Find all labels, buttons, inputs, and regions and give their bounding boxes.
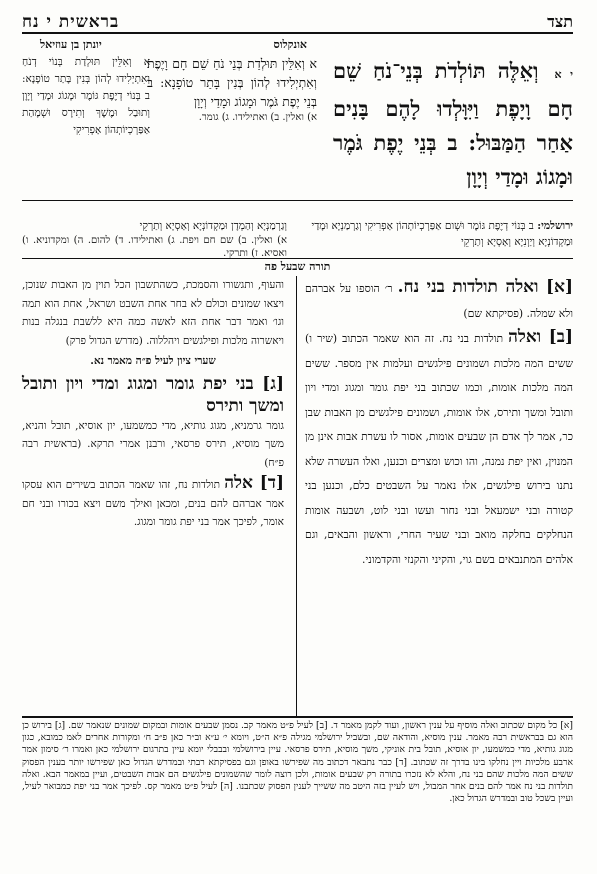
- yonatan-notes: א) ואלין. ב) שם חם ויפת. ג) ואתילידו. ד) להום. ה) ומקדוניא. ו) ואסיא. ז) ותרקי.: [22, 235, 287, 259]
- verse-text: וְאֵלֶּה תּוֹלְדֹת בְּנֵי־נֹחַ שֵׁם חָם וָיָפֶת וַיִּוָּלְדוּ לָהֶם בָּנִים אַחַר הַמַּבּוּל: ב בְּנֵי יֶפֶת גֹּמֶר וּמָגוֹג וּמָדַי וְיָוָן: [333, 58, 573, 189]
- right-paragraph-2-text: תולדות בני נח. זה הוא שאמר הכתוב (שיר ו) ששים המה מלכות ושמונים פילגשים ועלמות אין מספר. ששים המה מלכות אומות, וכמו שכתוב בני יפת גומר ומגוג ומדי ויון ותובל ומשך ותירס, אלו אומות, ושמונים פילגשים מן האבות שבן כר, אמר לך אדם הן שבעים אומות, אסור לו עשרת אבות אינן מן המנוין, ואין יפת נמנה, והו וכוש ומצרים וכנען, ואלו העשרה שלא נתנו בירוש פילגשים, אלו נאמר על השבטים כלם, וכנען בני קטורה ובני ישמעאל ובני נחור ועשו ובני לוט, ושבעה אומות הנחלקים בחלקה מואב ובני שעיר החרי, וראשון והבאים, וגם אלהים המתנבאים בשם גוי, והקיני והקנזי והקדמוני.: [305, 332, 573, 566]
- verse-text-block: [333, 54, 573, 194]
- footer-divider: [22, 716, 573, 718]
- yonatan-continuation-block: [22, 218, 287, 260]
- verse-number: י א: [554, 68, 574, 81]
- footnotes-note-2: [ה] לעיל פ״ט מאמר קס. לפיכך אמר בני יפת כמבואר לעיל, ועיין בשכל טוב ובמדרש הגדול כאן.: [22, 781, 573, 805]
- left-intro-paragraph: והעוף, ותגשורו והסמכת, כשהתשבון הכל תוין מן האבות שנוכן, ויצאו שמונים וכולם לא בחר אחת השבט ושראל, אחת הוא תמה וגו׳ ואמר דבר אחת הזא לאשה כמה היא ללשבת בנגלה בנות ויאשרוה מלכות ופילגשים ויהללוה. (מדרש הגדול פרק): [22, 279, 284, 347]
- yonatan-continuation: וְגַרְמַנְיָא וְהַמְדָן וּמַקְדוֹנְיָא וְאַסְיָא וְתַרְקֵי: [139, 220, 287, 232]
- page-title: בראשית י נח: [22, 12, 120, 32]
- column-divider: [296, 276, 297, 716]
- right-lead-rest: ר׳ הוספו על אברהם ולא שמלה. (פסיקתא שם): [305, 282, 573, 320]
- left-paragraph-d-text: תולדות נח, זהו שאמר הכתוב בשירים הוא עסקו אמר אברהם להם בנים, ומכאן ואילך משם ויצא בכורו ובני חם אומר, לפיכך אמר בני יפת גומר ומגוג.: [22, 479, 284, 528]
- footnotes-block: [22, 720, 573, 870]
- onkelos-text: א וְאִלֵּין תּוּלְדַת בְּנֵי נֹחַ שֵׁם חָם וָיֶפֶת וְאִתְיְלִידוּ לְהוֹן בְּנִין בָּתַר טוֹפָנָא: ב בְּנֵי יֶפֶת גֹּמֶר וּמָגוֹג וּמָדַי וְיָוָן: [147, 56, 317, 109]
- divider-2: [22, 258, 573, 259]
- right-paragraph-2: [305, 326, 573, 572]
- divider-1: [22, 200, 573, 201]
- torah-shebaal-peh-heading: תורה שבעל פה: [264, 260, 331, 273]
- left-paragraph-d-lead: [ד] אלה: [224, 473, 284, 493]
- running-header: [22, 6, 573, 34]
- yerushalmi-block: [298, 218, 573, 250]
- onkelos-notes: א) ואלין. ב) ואתילידו. ג) גומר.: [198, 112, 317, 123]
- shaarei-verse: [ג] בני יפת גומר ומגוג ומדי ויון ותובל ומשך ותירס: [22, 373, 284, 416]
- page-number: תצד: [547, 12, 573, 31]
- yonatan-text: א וְאִלֵּין תּוּלְדַת בְּנוֹי דְנֹחַ וְאִתְיְלִידוּ לְהוֹן בְּנִין בָּתַר טוֹפָנָא: ב בְּנוֹי דְיֶפֶת גּוֹמֶר וּמָגוֹג וּמָדַי וְיָוָן וְתוּבַל וּמֶשֶׁךְ וְתִירָס וּשְׁמָהַת אַפַּרְכְיוֹתְהוֹן אַפְרִיקִי: [22, 56, 150, 136]
- right-paragraph-2-lead: [ב] ואלה: [508, 327, 573, 347]
- right-lead-paragraph: [305, 276, 573, 326]
- footnotes-text: [א] כל מקום שכתוב ואלה מוסיף על ענין ראשון, ועוד לקמן מאמר ד. [ב] לעיל פ״ט מאמר קב. נסמן שבעים אומות ובמקום שמונים שנאמר שם. [ג] בירוש כן הוא גם בבראשית רבה מאמר. ענין מוסיא, והודאה שם, ובשביל ירושלמי מגילה פ״א ה״ט, ויומא י׳ ע״א וב״ר כאן פ״ב ח׳ ומקורות אחרים לאמ כמובא, כגון מגוג גותיא, מדי כמשמעו, יון אוסיא, תובל בית אוניקי, משך מוסיא, תירס פרסאי. עיין בירושלמי ובבבלי יומא עיין בתרגום ירושלמי כאן ואמרו ר׳ סימון אמר ארבע מלכיות ויין נחלקו בינו בדרך זה שכתוב. [ד] כבר נתבאר דכתוב מה שפירשו באופן וגם בפסיקתא רבתי ובמדרש הגדול כאן שפירשו יותר בענין הפסוק ששים המה מלכות שהם בני נח, והלא לא נזכרו בתורה רק שבעים אומות, ולכן רוצה לומר שהשמונים פילגשים הם אבות השבטים, ועיין במאמר הבא. ואלה תולדות בני נח אמר להם בנים אחר המבול, ויש לעיין בזה היטב מה ששייך לענין הפסוק שכתבנו.: [22, 720, 574, 793]
- yonatan-block: [22, 54, 150, 139]
- left-paragraph-d: [22, 472, 284, 532]
- left-commentary-column: [22, 276, 284, 532]
- yerushalmi-label: ירושלמי:: [537, 220, 573, 232]
- onkelos-label: אונקלוס: [273, 38, 307, 51]
- right-lead-heading: [א] ואלה תולדות בני נח.: [397, 277, 573, 297]
- yerushalmi-text: ב בְּנוֹי דְיֶפֶת גּוֹמֶר וּשְׁום אַפַּרְכְיוֹתְהוֹן אַפְרִיקִי וְגַרְמַנְיָא וּמָדַי וּמַקְדוֹנְיָא וְיַוְנִיָא וְאַסְיָא וְתַרְקֵי: [311, 220, 573, 248]
- shaarei-text: גומר גרמניא, מגוג גותיא, מדי כמשמעו, יון אוסיא, תובל והניא, משך מוסיא, תירס פרסאי, ורבנן אמרי תרקא. (בראשית רבה פ״ח): [22, 419, 284, 469]
- shaarei-tziyon-heading: שערי ציון לעיל פ״ה מאמר נא.: [90, 355, 216, 367]
- yonatan-label: יונתן בן עוזיאל: [40, 38, 102, 51]
- onkelos-block: [147, 54, 317, 124]
- right-commentary-column: [305, 276, 573, 572]
